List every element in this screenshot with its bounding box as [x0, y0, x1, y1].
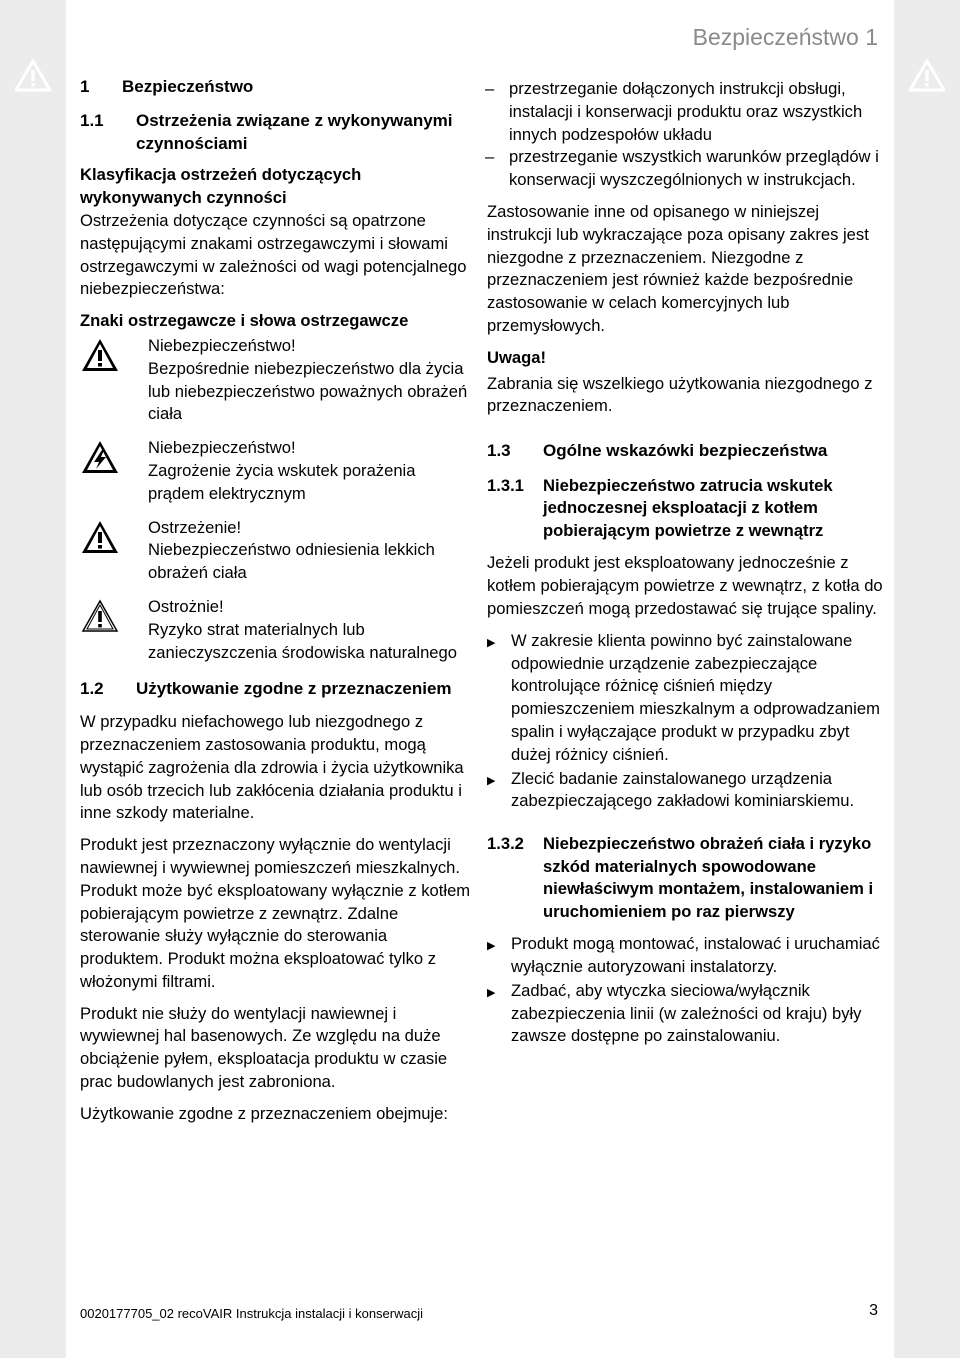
- instruction-list: [487, 933, 883, 1048]
- list-item: ▶ Produkt mogą montować, instalować i uruchamiać wyłącznie autoryzowani instalatorzy.: [487, 933, 883, 979]
- warning-triangle-icon: [80, 519, 120, 555]
- chapter-heading: [80, 76, 472, 99]
- paragraph: Użytkowanie zgodne z przeznaczeniem obejmuje:: [80, 1103, 449, 1123]
- list-item: – przestrzeganie dołączonych instrukcji obsługi, instalacji i konserwacji produktu oraz wszystkich innych podzespołów układu: [485, 79, 863, 144]
- section-title: Niebezpieczeństwo obrażeń ciała i ryzyko szkód materialnych spowodowane niewłaściwym montażem, instalowaniem i uruchomieniem po raz pierwszy: [543, 834, 874, 921]
- section-heading-1-2: [80, 678, 472, 701]
- section-title: Niebezpieczeństwo zatrucia wskutek jednoczesnej eksploatacji z kotłem pobierającym powietrze z wewnątrz: [543, 475, 833, 540]
- section-title: Użytkowanie zgodne z przeznaczeniem: [136, 679, 452, 699]
- footer-doc-id: 0020177705_02 recoVAIR Instrukcja instalacji i konserwacji: [80, 1306, 424, 1321]
- warning-block-warning: [80, 517, 472, 585]
- warning-text: Bezpośrednie niebezpieczeństwo dla życia lub niebezpieczeństwo poważnych obrażeń ciała: [148, 358, 468, 424]
- warning-text: Zagrożenie życia wskutek porażenia prądem elektrycznym: [148, 460, 416, 503]
- caution-triangle-icon: [80, 598, 120, 634]
- chapter-number: 1: [80, 77, 90, 96]
- paragraph: Zastosowanie inne od opisanego w niniejszej instrukcji lub wykraczające poza opisany zakres jest niezgodne z przeznaczeniem. Niezgodne z przeznaczeniem jest również każde bezpośrednie zastosowanie w celach komercyjnych lub przemysłowych.: [487, 201, 869, 335]
- electric-hazard-icon: [80, 439, 120, 475]
- section-number: 1.3: [487, 441, 511, 461]
- warning-text: Niebezpieczeństwo odniesienia lekkich obrażeń ciała: [148, 540, 435, 583]
- arrow-bullet-icon: ▶: [487, 774, 496, 787]
- list-item: ▶ Zlecić badanie zainstalowanego urządzenia zabezpieczającego zakładowi kominiarskiemu.: [487, 768, 883, 814]
- classification-text: Ostrzeżenia dotyczące czynności są opatrzone następującymi znakami ostrzegawczymi i słowami ostrzegawczymi w zależności od wagi potencjalnego niebezpieczeństwa:: [80, 210, 467, 299]
- section-heading-1-3-2: [487, 833, 883, 923]
- section-number: 1.3.1: [487, 475, 524, 495]
- section-number: 1.3.2: [487, 834, 524, 854]
- usage-list: [487, 78, 883, 192]
- section-number: 1.2: [80, 679, 104, 699]
- list-item: ▶ Zadbać, aby wtyczka sieciowa/wyłącznik zabezpieczenia linii (w zależności od kraju) były zawsze dostępne po zainstalowaniu.: [487, 980, 883, 1048]
- instruction-list: [487, 630, 883, 813]
- signs-heading: Znaki ostrzegawcze i słowa ostrzegawcze: [80, 311, 409, 331]
- section-number: 1.1: [80, 110, 104, 130]
- chapter-title: Bezpieczeństwo: [122, 77, 254, 96]
- note-label: Uwaga!: [487, 347, 547, 367]
- section-heading-1-1: [80, 110, 472, 156]
- warning-title: Niebezpieczeństwo!: [148, 335, 296, 355]
- left-margin-band: [0, 0, 66, 1358]
- warning-title: Ostrożnie!: [148, 596, 224, 616]
- section-title: Ogólne wskazówki bezpieczeństwa: [543, 441, 828, 461]
- warning-block-danger: [80, 335, 472, 426]
- right-column: [487, 78, 883, 1057]
- arrow-bullet-icon: ▶: [487, 986, 496, 999]
- classification-heading: Klasyfikacja ostrzeżeń dotyczących wykonywanych czynności: [80, 165, 362, 208]
- warning-block-electric: [80, 437, 472, 505]
- paragraph: Produkt nie służy do wentylacji nawiewnej i wywiewnej hal basenowych. Ze względu na duże obciążenie pyłem, eksploatacja produktu w czasie prac budowlanych jest zabroniona.: [80, 1003, 448, 1092]
- list-item: – przestrzeganie wszystkich warunków przeglądów i konserwacji wyszczególnionych w instrukcjach.: [485, 147, 879, 190]
- left-column: [80, 76, 472, 1135]
- section-heading-1-3-1: [487, 475, 883, 543]
- running-header: Bezpieczeństwo 1: [692, 24, 878, 50]
- warning-triangle-icon: [908, 58, 946, 92]
- page-number: 3: [869, 1302, 878, 1319]
- note-text: Zabrania się wszelkiego użytkowania niezgodnego z przeznaczeniem.: [487, 373, 873, 416]
- arrow-bullet-icon: ▶: [487, 636, 496, 649]
- section-title: Ostrzeżenia związane z wykonywanymi czynnościami: [136, 110, 453, 153]
- warning-text: Ryzyko strat materialnych lub zanieczyszczenia środowiska naturalnego: [148, 619, 457, 662]
- warning-triangle-filled-icon: [80, 337, 120, 373]
- warning-triangle-icon: [14, 58, 52, 92]
- paragraph: W przypadku niefachowego lub niezgodnego z przeznaczeniem zastosowania produktu, mogą wystąpić zagrożenia dla zdrowia i życia użytkownika lub osób trzecich lub zakłócenia działania produktu i inne szkody materialne.: [80, 712, 464, 823]
- section-heading-1-3: [487, 440, 883, 463]
- warning-title: Niebezpieczeństwo!: [148, 438, 296, 458]
- warning-block-caution: [80, 596, 472, 664]
- paragraph: Produkt jest przeznaczony wyłącznie do wentylacji nawiewnej i wywiewnej pomieszczeń mieszkalnych. Produkt może być eksploatowany wyłącznie z kotłem pobierającym powietrze z zewnątrz. Zdalne sterowanie służy wyłącznie do sterowania produktem. Produkt można eksploatować tylko z włożonymi filtrami.: [80, 835, 471, 991]
- list-item: ▶ W zakresie klienta powinno być zainstalowane odpowiednie urządzenie zabezpieczające kontrolujące różnicę ciśnień między pomieszczeniem mieszkalnym a odprowadzaniem spalin i wyłączające produkt w przypadku zbyt dużej różnicy ciśnień.: [487, 630, 883, 767]
- paragraph: Jeżeli produkt jest eksploatowany jednocześnie z kotłem pobierającym powietrze z wewnątrz, z kotła do pomieszczeń mogą przedostawać się trujące spaliny.: [487, 553, 883, 619]
- right-margin-band: [894, 0, 960, 1358]
- warning-title: Ostrzeżenie!: [148, 517, 242, 537]
- arrow-bullet-icon: ▶: [487, 940, 496, 953]
